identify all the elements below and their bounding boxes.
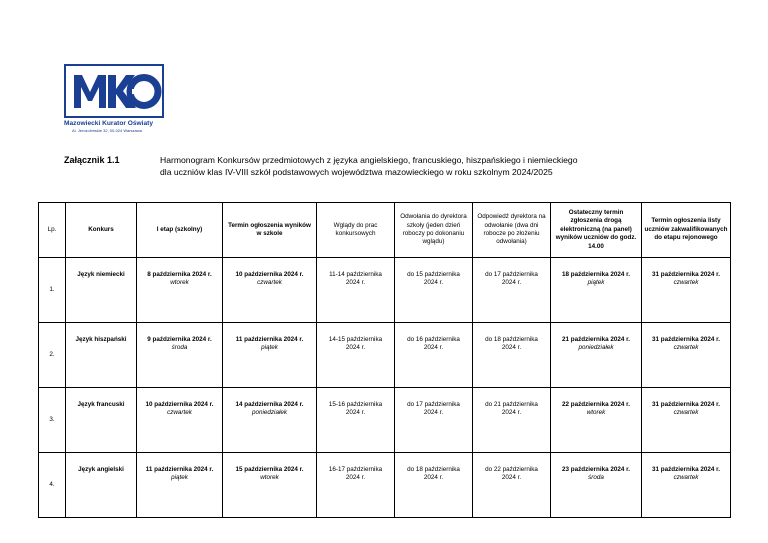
list-weekday: czwartek — [673, 344, 699, 352]
list-weekday: czwartek — [673, 409, 699, 417]
list-date: 31 października 2024 r. — [652, 271, 720, 278]
row-contest: Język hiszpański — [66, 323, 137, 388]
deadline-date: 21 października 2024 r. — [562, 336, 630, 343]
list-date: 31 października 2024 r. — [652, 466, 720, 473]
header-deadline: Ostateczny termin zgłoszenia drogą elektroniczną (na panel) wyników uczniów do godz. 14.00 — [551, 203, 642, 258]
row-contest: Język niemiecki — [66, 258, 137, 323]
review-year: 2024 r. — [345, 474, 366, 482]
list-date: 31 października 2024 r. — [652, 336, 720, 343]
review-range: 14-15 października — [328, 336, 383, 343]
document-heading — [160, 154, 720, 178]
stage1-date: 9 października 2024 r. — [147, 336, 212, 343]
results-weekday: poniedziałek — [251, 409, 287, 417]
row-stage1 — [137, 323, 223, 388]
row-answer — [473, 258, 551, 323]
table-row — [39, 388, 731, 453]
heading-line-1: Harmonogram Konkursów przedmiotowych z języka angielskiego, francuskiego, hiszpańskiego i niemieckiego — [160, 155, 578, 165]
row-contest: Język francuski — [66, 388, 137, 453]
row-appeal — [395, 323, 473, 388]
review-year: 2024 r. — [345, 279, 366, 287]
table-row — [39, 323, 731, 388]
answer-year: 2024 r. — [501, 344, 522, 352]
appeal-year: 2024 r. — [423, 474, 444, 482]
results-weekday: czwartek — [257, 279, 282, 287]
stage1-date: 11 października 2024 r. — [145, 466, 214, 473]
row-lp: 4. — [39, 453, 66, 518]
row-review — [317, 453, 395, 518]
answer-date: do 21 października — [485, 401, 538, 408]
review-year: 2024 r. — [345, 409, 366, 417]
answer-year: 2024 r. — [501, 409, 522, 417]
row-list — [642, 388, 731, 453]
deadline-date: 22 października 2024 r. — [562, 401, 630, 408]
stage1-date: 8 października 2024 r. — [147, 271, 212, 278]
mko-logo — [64, 64, 166, 136]
review-range: 16-17 października — [328, 466, 383, 473]
review-year: 2024 r. — [345, 344, 366, 352]
deadline-date: 23 października 2024 r. — [562, 466, 630, 473]
heading-line-2: dla uczniów klas IV-VIII szkół podstawowych województwa mazowieckiego w roku szkolnym 2024/2025 — [160, 167, 553, 177]
header-review: Wglądy do prac konkursowych — [317, 203, 395, 258]
header-row — [39, 203, 731, 258]
deadline-weekday: piątek — [587, 279, 605, 287]
row-deadline — [551, 453, 642, 518]
row-deadline — [551, 388, 642, 453]
row-lp: 2. — [39, 323, 66, 388]
deadline-date: 18 października 2024 r. — [562, 271, 630, 278]
row-stage1 — [137, 453, 223, 518]
row-answer — [473, 323, 551, 388]
row-deadline — [551, 258, 642, 323]
row-deadline — [551, 323, 642, 388]
row-appeal — [395, 453, 473, 518]
row-list — [642, 323, 731, 388]
results-weekday: wtorek — [260, 474, 279, 482]
answer-year: 2024 r. — [501, 279, 522, 287]
logo-address: Al. Jerozolimskie 32, 00-024 Warszawa — [72, 128, 142, 133]
header-results: Termin ogłoszenia wyników w szkole — [223, 203, 317, 258]
row-results — [223, 453, 317, 518]
answer-date: do 18 października — [485, 336, 538, 343]
list-weekday: czwartek — [673, 279, 699, 287]
appeal-year: 2024 r. — [423, 409, 444, 417]
row-contest: Język angielski — [66, 453, 137, 518]
row-appeal — [395, 258, 473, 323]
appeal-year: 2024 r. — [423, 279, 444, 287]
answer-date: do 22 października — [485, 466, 538, 473]
row-results — [223, 258, 317, 323]
results-date: 15 października 2024 r. — [235, 466, 304, 473]
review-range: 11-14 października — [329, 271, 382, 278]
row-lp: 3. — [39, 388, 66, 453]
row-results — [223, 323, 317, 388]
row-lp: 1. — [39, 258, 66, 323]
row-answer — [473, 388, 551, 453]
appeal-year: 2024 r. — [423, 344, 444, 352]
appeal-date: do 15 października — [407, 271, 460, 278]
answer-date: do 17 października — [485, 271, 538, 278]
appeal-date: do 18 października — [407, 466, 460, 473]
table-row — [39, 453, 731, 518]
header-contest: Konkurs — [66, 203, 137, 258]
row-list — [642, 258, 731, 323]
results-weekday: piątek — [261, 344, 278, 352]
row-results — [223, 388, 317, 453]
attachment-label: Załącznik 1.1 — [64, 155, 120, 165]
deadline-weekday: poniedziałek — [578, 344, 614, 352]
mko-logo-mark — [64, 64, 164, 118]
mko-letters-graphic — [66, 66, 162, 116]
header-answer: Odpowiedź dyrektora na odwołanie (dwa dni robocze po złożeniu odwołania) — [473, 203, 551, 258]
list-date: 31 października 2024 r. — [652, 401, 720, 408]
review-range: 15-16 października — [328, 401, 383, 408]
stage1-weekday: czwartek — [167, 409, 192, 417]
results-date: 11 października 2024 r. — [235, 336, 304, 343]
table-row — [39, 258, 731, 323]
header-list: Termin ogłoszenia listy uczniów zakwalifikowanych do etapu rejonowego — [642, 203, 731, 258]
header-lp: Lp. — [39, 203, 66, 258]
stage1-weekday: wtorek — [170, 279, 189, 287]
row-stage1 — [137, 258, 223, 323]
results-date: 10 października 2024 r. — [235, 271, 304, 278]
deadline-weekday: środa — [588, 474, 604, 482]
header-stage1: I etap (szkolny) — [137, 203, 223, 258]
schedule-table — [38, 202, 731, 518]
list-weekday: czwartek — [673, 474, 699, 482]
stage1-date: 10 października 2024 r. — [145, 401, 214, 408]
row-review — [317, 388, 395, 453]
logo-name: Mazowiecki Kurator Oświaty — [64, 120, 154, 127]
deadline-weekday: wtorek — [586, 409, 606, 417]
row-review — [317, 323, 395, 388]
row-appeal — [395, 388, 473, 453]
header-appeal: Odwołania do dyrektora szkoły (jeden dzień roboczy po dokonaniu wglądu) — [395, 203, 473, 258]
appeal-date: do 16 października — [407, 336, 460, 343]
row-review — [317, 258, 395, 323]
row-list — [642, 453, 731, 518]
row-answer — [473, 453, 551, 518]
row-stage1 — [137, 388, 223, 453]
answer-year: 2024 r. — [501, 474, 522, 482]
results-date: 14 października 2024 r. — [235, 401, 304, 408]
stage1-weekday: piątek — [171, 474, 188, 482]
appeal-date: do 17 października — [407, 401, 460, 408]
stage1-weekday: środa — [171, 344, 188, 352]
